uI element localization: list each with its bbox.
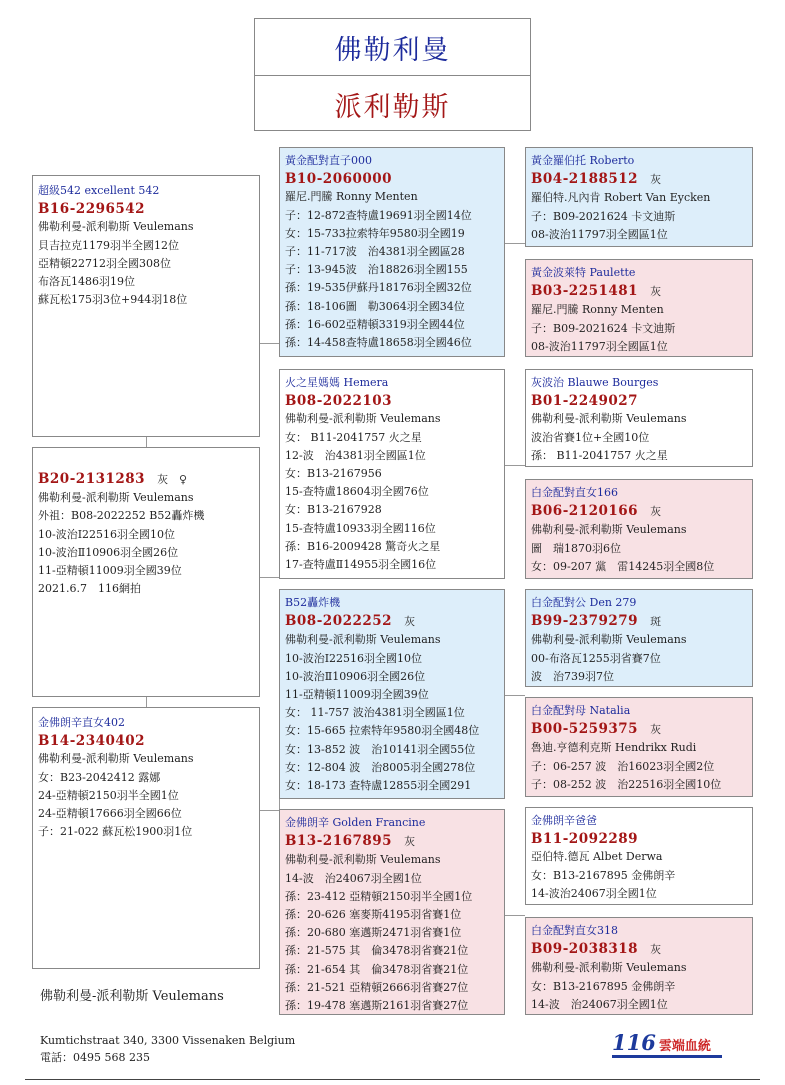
- sire-code: B20-2131283 灰 ♀: [38, 471, 188, 487]
- pedigree-line: 11-亞精頓11009羽全國39位: [285, 688, 429, 702]
- ggp7-name: 金佛朗辛爸爸: [531, 814, 597, 827]
- pedigree-line: 女：18-173 查特盧12855羽全國291: [285, 779, 472, 793]
- pedigree-line: 佛勒利曼-派利勒斯 Veulemans: [531, 523, 687, 537]
- pedigree-line: 布洛瓦1486羽19位: [38, 275, 135, 289]
- pedigree-line: 佛勒利曼-派利勒斯 Veulemans: [531, 961, 687, 975]
- pedigree-line: 蘇瓦松175羽3位+944羽18位: [38, 293, 188, 307]
- dam-card: [32, 707, 260, 969]
- gp1-code: B10-2060000: [285, 171, 393, 188]
- ggp3-code: B01-2249027: [531, 393, 639, 410]
- pedigree-line: 女：13-852 波 治10141羽全國55位: [285, 742, 476, 756]
- pedigree-line: 17-查特盧Ⅱ14955羽全國16位: [285, 558, 437, 572]
- pedigree-line: 子：12-872查特盧19691羽全國14位: [285, 208, 472, 222]
- connector: [505, 915, 525, 916]
- pedigree-line: 女： 11-757 波治4381羽全國區1位: [285, 706, 465, 720]
- pedigree-line: 羅伯特.凡內肯 Robert Van Eycken: [531, 191, 711, 205]
- ggp7-card: [525, 807, 753, 905]
- pedigree-line: 子：11-717波 治4381羽全國區28: [285, 245, 465, 259]
- ggp6-card: [525, 697, 753, 797]
- logo-number: 116: [612, 1030, 656, 1055]
- ggp5-suffix: 斑: [650, 615, 662, 629]
- gp4-suffix: 灰: [404, 835, 416, 849]
- pedigree-line: 女：B13-2167895 金佛朗辛: [531, 979, 676, 993]
- pedigree-line: 14-波治24067羽全國1位: [531, 886, 657, 900]
- ggp8-code: B09-2038318 灰: [531, 941, 662, 958]
- pedigree-line: 2021.6.7 116網拍: [38, 582, 141, 596]
- sire-title: 佛勒利曼: [255, 19, 530, 76]
- grandsire-paternal-card: [279, 147, 505, 357]
- ggp6-name: 白金配對母 Natalia: [531, 704, 631, 717]
- ggp7-code: B11-2092289: [531, 831, 639, 848]
- ggp1-suffix: 灰: [650, 173, 662, 187]
- gp1-name: 黃金配對直子000: [285, 154, 372, 167]
- pedigree-line: 佛勒利曼-派利勒斯 Veulemans: [531, 412, 687, 426]
- pedigree-line: 女：15-733拉索特年9580羽全國19: [285, 226, 465, 240]
- pedigree-line: 女：B23-2042412 露娜: [38, 770, 161, 784]
- ggp5-card: [525, 589, 753, 687]
- pedigree-line: 波治省賽1位+全國10位: [531, 430, 650, 444]
- pedigree-line: 圖 瑞1870羽6位: [531, 541, 621, 555]
- gp2-name: 火之星媽媽 Hemera: [285, 376, 389, 389]
- address-block: [40, 1032, 295, 1066]
- title-box: [254, 18, 531, 131]
- pedigree-line: 佛勒利曼-派利勒斯 Veulemans: [285, 853, 441, 867]
- ggp4-card: [525, 479, 753, 579]
- pedigree-line: 10-波治Ⅰ22516羽全國10位: [38, 527, 176, 541]
- pedigree-line: 08-波治11797羽全國區1位: [531, 227, 668, 241]
- pedigree-line: 子：13-945波 治18826羽全國155: [285, 263, 468, 277]
- pedigree-line: 孫：18-106圖 勒3064羽全國34位: [285, 299, 465, 313]
- connector: [146, 437, 147, 447]
- grandsire-maternal-card: [279, 589, 505, 799]
- subject-code: B16-2296542: [38, 201, 146, 218]
- bottom-divider: [25, 1079, 760, 1080]
- dam-name: 金佛朗辛直女402: [38, 716, 125, 729]
- pedigree-line: 15-查特盧18604羽全國76位: [285, 485, 429, 499]
- pedigree-line: 亞精頓22712羽全國308位: [38, 256, 171, 270]
- pedigree-line: 孫：23-412 亞精頓2150羽半全國1位: [285, 889, 473, 903]
- pedigree-line: 女： B11-2041757 火之星: [285, 430, 422, 444]
- pedigree-line: 孫：20-626 塞麥斯4195羽省賽1位: [285, 908, 462, 922]
- pedigree-line: 波 治739羽7位: [531, 669, 614, 683]
- pedigree-line: 24-亞精頓17666羽全國66位: [38, 807, 182, 821]
- pedigree-line: 子：08-252 波 治22516羽全國10位: [531, 777, 722, 791]
- pedigree-line: 孫：19-535伊蘇丹18176羽全國32位: [285, 281, 472, 295]
- pedigree-line: 孫：14-458查特盧18658羽全國46位: [285, 336, 472, 350]
- pedigree-line: 貝吉拉克1179羽半全國12位: [38, 238, 179, 252]
- pedigree-line: 女：15-665 拉索特年9580羽全國48位: [285, 724, 480, 738]
- pedigree-line: 羅尼.門騰 Ronny Menten: [531, 303, 664, 317]
- sire-card: [32, 447, 260, 697]
- pedigree-line: 佛勒利曼-派利勒斯 Veulemans: [38, 220, 194, 234]
- ggp3-name: 灰波治 Blauwe Bourges: [531, 376, 659, 389]
- pedigree-line: 14-波 治24067羽全國1位: [285, 871, 422, 885]
- pedigree-line: 佛勒利曼-派利勒斯 Veulemans: [285, 633, 441, 647]
- ggp3-card: [525, 369, 753, 467]
- pedigree-line: 子：21-022 蘇瓦松1900羽1位: [38, 825, 193, 839]
- subject-name: 超級542 excellent 542: [38, 184, 160, 197]
- pedigree-line: 亞伯特.德瓦 Albet Derwa: [531, 850, 663, 864]
- gp4-name: 金佛朗辛 Golden Francine: [285, 816, 426, 829]
- ggp1-card: [525, 147, 753, 247]
- pedigree-line: 10-波治Ⅱ10906羽全國26位: [38, 545, 179, 559]
- ggp2-suffix: 灰: [650, 285, 662, 299]
- sire-suffix: 灰 ♀: [157, 473, 188, 486]
- connector: [146, 697, 147, 707]
- phone: 電話：0495 568 235: [40, 1051, 150, 1064]
- connector: [260, 810, 279, 811]
- connector: [505, 465, 525, 466]
- pedigree-line: 孫：20-680 塞邁斯2471羽省賽1位: [285, 926, 462, 940]
- pedigree-line: 佛勒利曼-派利勒斯 Veulemans: [38, 491, 194, 505]
- pedigree-line: 女：B13-2167895 金佛朗辛: [531, 868, 676, 882]
- ggp2-code: B03-2251481 灰: [531, 283, 662, 300]
- gp3-code: B08-2022252 灰: [285, 613, 416, 630]
- ggp8-suffix: 灰: [650, 943, 662, 957]
- connector: [260, 577, 279, 578]
- pedigree-line: 外祖：B08-2022252 B52轟炸機: [38, 509, 205, 523]
- pedigree-line: 08-波治11797羽全國區1位: [531, 339, 668, 353]
- pedigree-line: 女：12-804 波 治8005羽全國278位: [285, 760, 476, 774]
- ggp6-suffix: 灰: [650, 723, 662, 737]
- pedigree-line: 15-查特盧10933羽全國116位: [285, 521, 436, 535]
- granddam-paternal-card: [279, 369, 505, 579]
- pedigree-line: 孫：16-602亞精頓3319羽全國44位: [285, 317, 465, 331]
- pedigree-line: 11-亞精頓11009羽全國39位: [38, 564, 182, 578]
- logo-underline: [612, 1055, 722, 1058]
- ggp6-code: B00-5259375 灰: [531, 721, 662, 738]
- pedigree-line: 女：B13-2167956: [285, 467, 382, 481]
- granddam-maternal-card: [279, 809, 505, 1015]
- pedigree-line: 孫：19-478 塞邁斯2161羽省賽27位: [285, 999, 469, 1013]
- pedigree-line: 魯迪.亨德利克斯 Hendrikx Rudi: [531, 741, 697, 755]
- connector: [505, 243, 525, 244]
- pedigree-line: 14-波 治24067羽全國1位: [531, 997, 668, 1011]
- pedigree-line: 子：B09-2021624 卡文迪斯: [531, 321, 676, 335]
- logo-text: 雲端血統: [658, 1039, 711, 1054]
- pedigree-line: 子：B09-2021624 卡文迪斯: [531, 209, 676, 223]
- pedigree-line: 佛勒利曼-派利勒斯 Veulemans: [531, 633, 687, 647]
- connector: [260, 343, 279, 344]
- pedigree-line: 羅尼.門騰 Ronny Menten: [285, 190, 418, 204]
- pedigree-line: 子：06-257 波 治16023羽全國2位: [531, 759, 715, 773]
- gp3-suffix: 灰: [404, 615, 416, 629]
- pedigree-line: 12-波 治4381羽全國區1位: [285, 448, 426, 462]
- pedigree-line: 佛勒利曼-派利勒斯 Veulemans: [285, 412, 441, 426]
- ggp5-name: 白金配對公 Den 279: [531, 596, 637, 609]
- pedigree-line: 佛勒利曼-派利勒斯 Veulemans: [38, 752, 194, 766]
- gp4-code: B13-2167895 灰: [285, 833, 416, 850]
- gp2-code: B08-2022103: [285, 393, 393, 410]
- subject-card: [32, 175, 260, 437]
- pedigree-line: 00-布洛瓦1255羽省賽7位: [531, 651, 661, 665]
- ggp4-suffix: 灰: [650, 505, 662, 519]
- gp3-name: B52轟炸機: [285, 596, 341, 609]
- pedigree-line: 孫： B11-2041757 火之星: [531, 448, 668, 462]
- ggp4-name: 白金配對直女166: [531, 486, 618, 499]
- pedigree-line: 10-波治Ⅱ10906羽全國26位: [285, 669, 426, 683]
- breeder-name: 佛勒利曼-派利勒斯 Veulemans: [40, 989, 224, 1004]
- address: Kumtichstraat 340, 3300 Vissenaken Belgium: [40, 1034, 296, 1047]
- dam-title: 派利勒斯: [334, 91, 451, 123]
- ggp8-name: 白金配對直女318: [531, 924, 618, 937]
- pedigree-line: 女：09-207 黨 雷14245羽全國8位: [531, 559, 715, 573]
- pedigree-line: 孫：21-654 其 倫3478羽省賽21位: [285, 962, 469, 976]
- dam-code: B14-2340402: [38, 733, 146, 750]
- connector: [505, 695, 525, 696]
- ggp1-name: 黃金羅伯托 Roberto: [531, 154, 635, 167]
- ggp1-code: B04-2188512 灰: [531, 171, 662, 188]
- ggp5-code: B99-2379279 斑: [531, 613, 662, 630]
- pedigree-line: 孫：21-575 其 倫3478羽省賽21位: [285, 944, 469, 958]
- ggp2-card: [525, 259, 753, 357]
- pedigree-line: 女：B13-2167928: [285, 503, 382, 517]
- ggp8-card: [525, 917, 753, 1015]
- pedigree-line: 10-波治Ⅰ22516羽全國10位: [285, 651, 423, 665]
- brand-logo: [612, 1030, 711, 1055]
- pedigree-line: 孫：B16-2009428 驚奇火之星: [285, 539, 441, 553]
- ggp2-name: 黃金波萊特 Paulette: [531, 266, 636, 279]
- pedigree-line: 孫：21-521 亞精頓2666羽省賽27位: [285, 980, 469, 994]
- pedigree-line: 24-亞精頓2150羽半全國1位: [38, 788, 179, 802]
- ggp4-code: B06-2120166 灰: [531, 503, 662, 520]
